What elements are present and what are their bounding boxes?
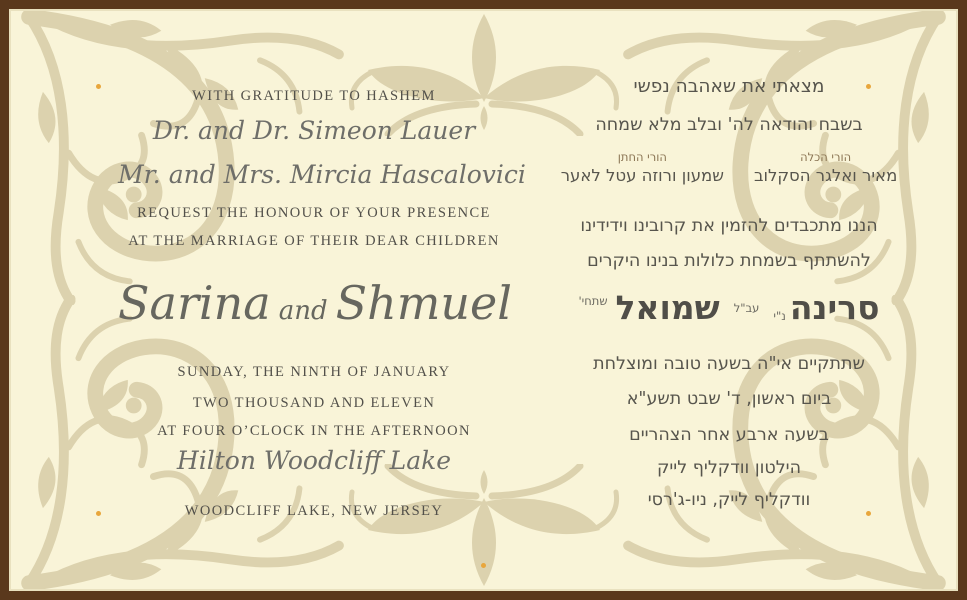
time-line-english: AT FOUR O’CLOCK IN THE AFTERNOON (157, 423, 471, 439)
bride-parents-hebrew-block (754, 150, 897, 185)
couple-names-english (118, 276, 510, 330)
date-line-hebrew: ביום ראשון, ד' שבט תשע"א (626, 389, 832, 409)
bride-honorific: נ"י (773, 309, 786, 323)
venue-english: Hilton Woodcliff Lake (176, 446, 452, 475)
bride-parents-english: Mr. and Mrs. Mircia Hascalovici (118, 160, 526, 189)
groom-parents-english: Dr. and Dr. Simeon Lauer (152, 116, 476, 145)
invite-line-1: הננו מתכבדים להזמין את קרובינו וידידינו (580, 216, 878, 236)
praise-line: בשבח והודאה לה' ובלב מלא שמחה (595, 115, 863, 135)
verse-line: מצאתי את שאהבה נפשי (633, 76, 825, 97)
groom-parents-hebrew-block (561, 150, 724, 185)
date-line-1: SUNDAY, THE NINTH OF JANUARY (177, 364, 451, 380)
time-line-hebrew: בשעה ארבע אחר הצהריים (629, 425, 829, 445)
groom-honorific: שתחי' (578, 294, 608, 308)
groom-name-hebrew: שמואל (615, 288, 720, 327)
with-abbreviation: עב"ל (733, 300, 760, 315)
location-hebrew: וודקליף לייק, ניו-ג'רסי (647, 490, 811, 510)
gratitude-line: WITH GRATITUDE TO HASHEM (192, 88, 436, 104)
request-line-1: REQUEST THE HONOUR OF YOUR PRESENCE (137, 205, 491, 221)
date-line-2: TWO THOUSAND AND ELEVEN (192, 395, 436, 411)
parents-row-hebrew (543, 150, 915, 185)
bride-parents-label: הורי הכלה (800, 150, 852, 164)
groom-parents-label: הורי החתן (617, 150, 667, 164)
english-text-column (118, 0, 526, 600)
gold-accent-dot (96, 511, 101, 516)
location-english: WOODCLIFF LAKE, NEW JERSEY (184, 503, 444, 519)
request-line-2: AT THE MARRIAGE OF THEIR DEAR CHILDREN (128, 233, 500, 249)
bride-name-hebrew: סרינה (789, 288, 880, 327)
groom-parents-names: שמעון ורוזה עטל לאער (560, 166, 724, 185)
couple-names-hebrew (543, 288, 915, 327)
invite-line-2: להשתתף בשמחת כלולות בנינו היקרים (587, 251, 871, 271)
gold-accent-dot (96, 84, 101, 89)
hebrew-text-column (543, 0, 915, 600)
when-line: שתתקיים אי"ה בשעה טובה ומוצלחת (593, 354, 865, 374)
bride-parents-names: מאיר ואלגר הסקלוב (753, 166, 898, 185)
groom-name-english: Shmuel (335, 276, 512, 330)
venue-hebrew: הילטון וודקליף לייק (656, 458, 802, 478)
conjunction-english: and (278, 296, 328, 326)
bride-name-english: Sarina (118, 276, 271, 330)
